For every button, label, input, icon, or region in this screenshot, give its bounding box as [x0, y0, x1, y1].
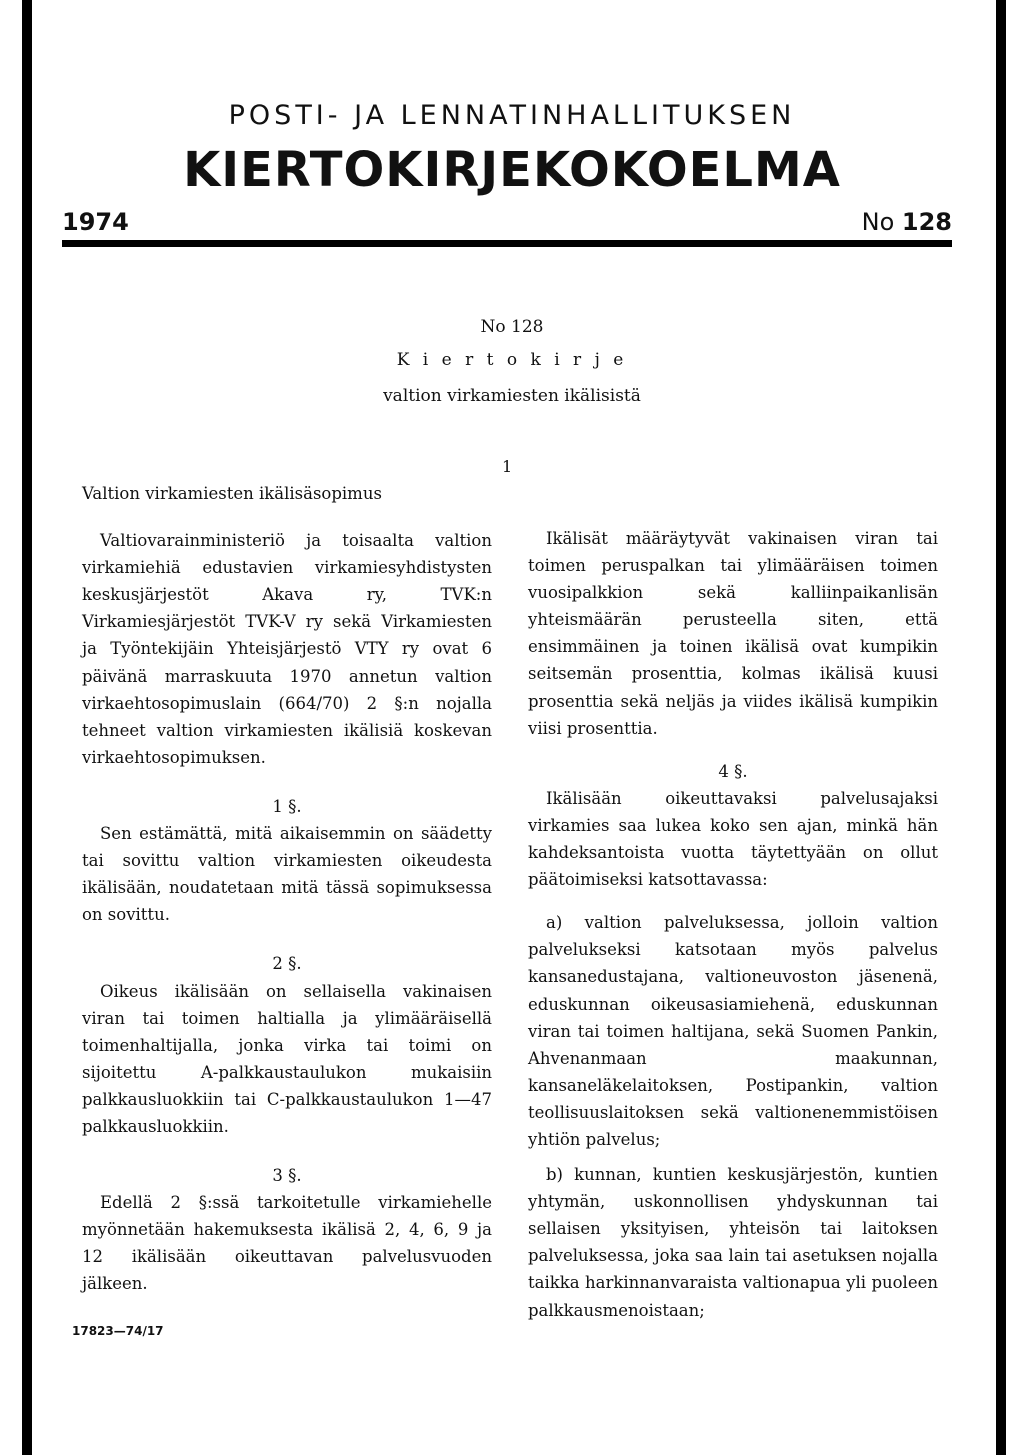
- right-column: [528, 525, 938, 1324]
- section-3-text: Edellä 2 §:ssä tarkoitetulle virkamiehelle myönnetään hakemuksesta ikälisä 2, 4, 6, 9 ja 12 ikälisään oikeuttavan palvelusvuoden jälkeen.: [82, 1193, 492, 1294]
- issue-number-value: 128: [901, 208, 952, 236]
- section-1-text: Sen estämättä, mitä aikaisemmin on säädetty tai sovittu valtion virkamiesten oikeudesta ikälisään, noudatetaan mitä tässä sopimuksessa on sovittu.: [82, 824, 492, 925]
- intro-paragraph: Valtiovarainministeriö ja toisaalta valtion virkamiehiä edustavien virkamiesyhdistysten keskusjärjestöt Akava ry, TVK:n Virkamiesjärjestöt TVK-V ry sekä Virkamiesten ja Työntekijäin Yhteisjärjestö VTY ry ovat 6 päivänä marraskuuta 1970 annetun valtion virkaehtosopimuslain (664/70) 2 §:n nojalla tehneet valtion virkamiesten ikälisiä koskevan virkaehtosopimuksen.: [82, 531, 492, 767]
- section-1-title: 1 §.: [272, 796, 302, 816]
- increment-rates-paragraph: Ikälisät määräytyvät vakinaisen viran tai toimen peruspalkan tai ylimääräisen toimen vuosipalkkion sekä kalliinpaikanlisän yhteismäärän perusteella siten, että ensimmäinen ja toinen ikälisä ovat kumpikin seitsemän prosenttia, kolmas ikälisä kuusi prosenttia sekä neljäs ja viides ikälisä kumpikin viisi prosenttia.: [528, 529, 938, 738]
- right-edge-bar: [996, 0, 1006, 1455]
- section-3-title: 3 §.: [272, 1166, 302, 1186]
- print-code: 17823—74/17: [72, 1324, 164, 1338]
- section-4-title: 4 §.: [718, 761, 748, 781]
- issue-number: [862, 208, 952, 236]
- publisher-name: POSTI- JA LENNATINHALLITUKSEN: [228, 100, 796, 131]
- page-number: 1: [502, 457, 513, 476]
- left-column: [82, 480, 492, 1298]
- section-4-text: Ikälisään oikeuttavaksi palvelusajaksi virkamies saa lukea koko sen ajan, minkä hän kahdeksantoista vuotta täytettyään on ollut päätoimiseksi katsottavassa:: [528, 788, 938, 890]
- document-subject: valtion virkamiesten ikälisistä: [383, 386, 641, 406]
- agreement-heading: Valtion virkamiesten ikälisäsopimus: [82, 484, 382, 503]
- left-edge-bar: [22, 0, 32, 1455]
- document-type: K i e r t o k i r j e: [396, 350, 628, 370]
- list-item-b: b) kunnan, kuntien keskusjärjestön, kuntien yhtymän, uskonnollisen yhdyskunnan tai sellaisen yksityisen, yhteisön tai laitoksen palveluksessa, joka saa lain tai asetuksen nojalla taikka harkinnanvaraista valtionapua yli puoleen palkkausmenoistaan;: [528, 1165, 938, 1320]
- section-2-text: Oikeus ikälisään on sellaisella vakinaisen viran tai toimen haltialla ja ylimääräisellä toimenhaltijalla, jonka virka tai toimi on sijoitettu A-palkkaustaulukon mukaisiin palkkausluokkiin tai C-palkkaustaulukon 1—47 palkkausluokkiin.: [82, 981, 492, 1136]
- publication-title: KIERTOKIRJEKOKOELMA: [183, 142, 841, 198]
- issue-prefix: No: [861, 208, 895, 236]
- list-item-a: a) valtion palveluksessa, jolloin valtion palvelukseksi katsotaan myös palvelus kansanedustajana, valtioneuvoston jäsenenä, eduskunnan oikeusasiamiehenä, eduskunnan viran tai toimen haltijana, sekä Suomen Pankin, Ahvenanmaan maakunnan, kansaneläkelaitoksen, Postipankin, valtion teollisuuslaitoksen sekä valtionenemmistöisen yhtiön palvelus;: [528, 913, 938, 1149]
- header-rule: [62, 240, 952, 247]
- publication-year: 1974: [62, 208, 129, 236]
- section-2-title: 2 §.: [272, 954, 302, 974]
- document-number: No 128: [480, 317, 544, 337]
